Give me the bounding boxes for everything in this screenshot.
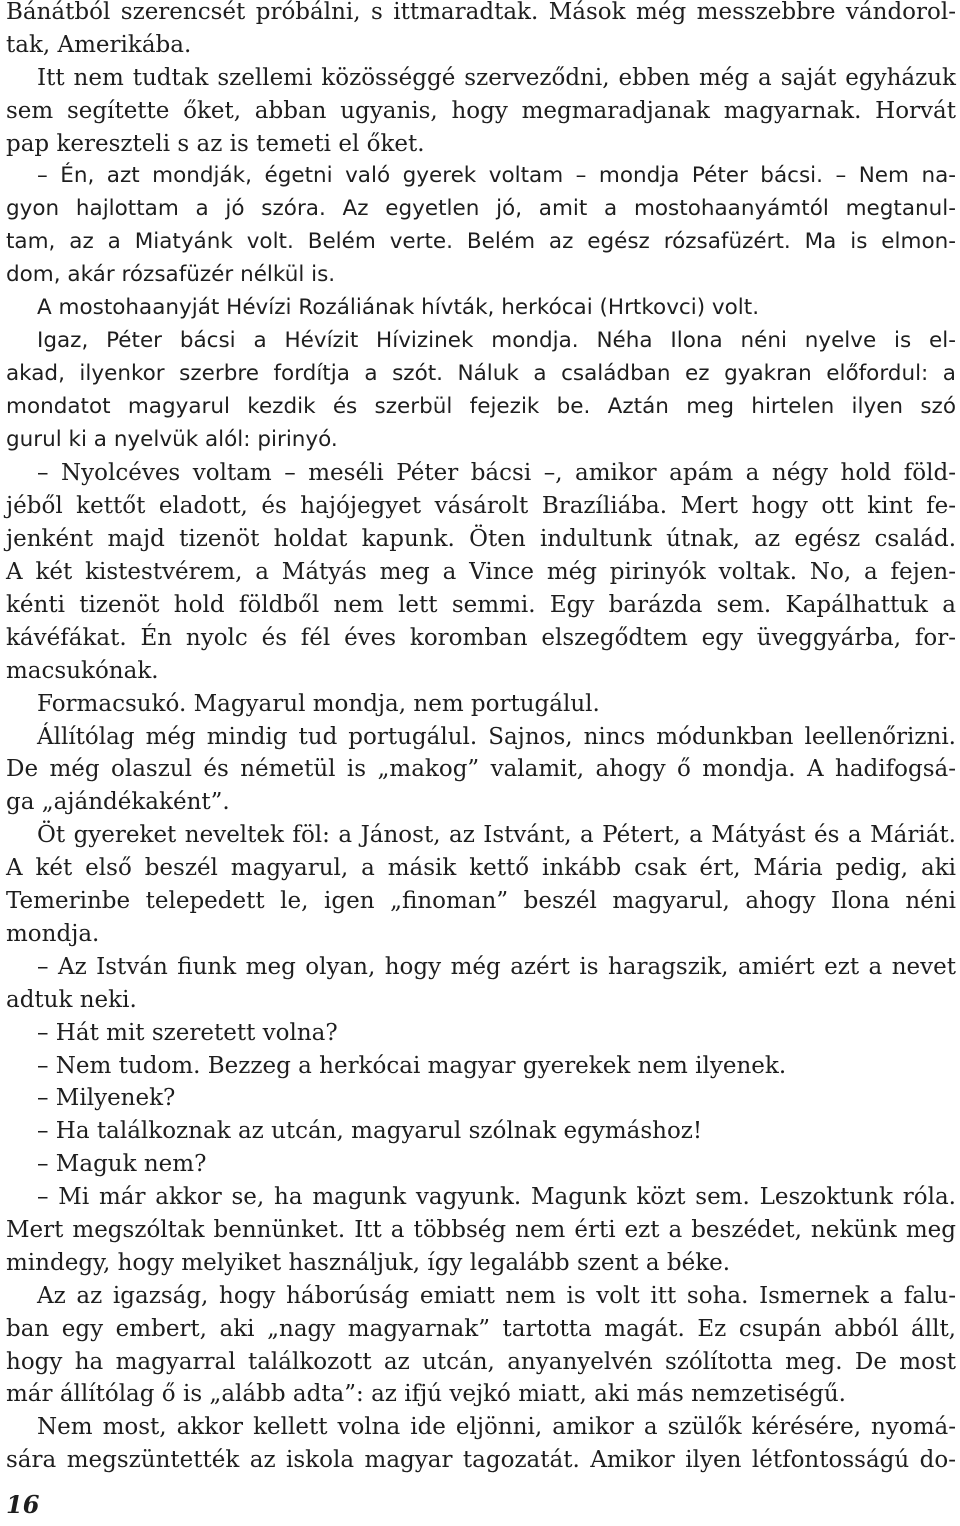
text-line: gyon hajlottam a jó szóra. Az egyetlen jó, amit a mostohaanyámtól megtanul-: [6, 196, 956, 222]
text-line: kávéfákat. Én nyolc és fél éves koromban elszegődtem egy üveggyárba, for-: [6, 624, 956, 651]
text-line: ga „ajándékaként”.: [6, 789, 230, 816]
text-line: – Milyenek?: [37, 1085, 176, 1112]
text-line: – Nyolcéves voltam – meséli Péter bácsi –, amikor apám a négy hold föld-: [37, 460, 956, 487]
text-line: – Maguk nem?: [37, 1151, 207, 1178]
text-line: Állítólag még mindig tud portugálul. Sajnos, nincs módunkban leellenőrizni.: [37, 723, 956, 750]
page-number: 16: [6, 1490, 40, 1519]
text-line: mondja.: [6, 920, 100, 947]
text-line: sem segítette őket, abban ugyanis, hogy megmaradjanak magyarnak. Horvát: [6, 97, 956, 124]
text-line: A két kistestvérem, a Mátyás meg a Vince még pirinyók voltak. No, a fejen-: [6, 559, 956, 586]
text-line: ban egy embert, aki „nagy magyarnak” tartotta magát. Ez csupán abból állt,: [6, 1315, 956, 1342]
text-line: A két első beszél magyarul, a másik kettő inkább csak ért, Mária pedig, aki: [6, 855, 956, 882]
text-line: hogy ha magyarral találkozott az utcán, anyanyelvén szólította meg. De most: [6, 1348, 956, 1375]
text-line: Az az igazság, hogy háborúság emiatt nem is volt itt soha. Ismernek a falu-: [37, 1282, 956, 1309]
text-line: sára megszüntették az iskola magyar tagozatát. Amikor ilyen létfontosságú do-: [6, 1447, 956, 1474]
text-line: már állítólag ő is „alább adta”: az ifjú vejkó miatt, aki más nemzetiségű.: [6, 1381, 846, 1408]
text-line: – Mi már akkor se, ha magunk vagyunk. Magunk közt sem. Leszoktunk róla.: [37, 1184, 956, 1211]
text-line: – Én, azt mondják, égetni való gyerek voltam – mondja Péter bácsi. – Nem na-: [37, 163, 956, 189]
text-line: Öt gyereket neveltek föl: a Jánost, az Istvánt, a Pétert, a Mátyást és a Máriát.: [37, 822, 956, 849]
text-line: Bánátból szerencsét próbálni, s ittmaradtak. Mások még messzebbre vándorol-: [6, 0, 956, 25]
text-line: adtuk neki.: [6, 986, 137, 1013]
text-line: mindegy, hogy melyiket használjuk, így legalább szent a béke.: [6, 1249, 731, 1276]
text-line: jenként majd tizenöt holdat kapunk. Öten indultunk útnak, az egész család.: [6, 526, 956, 553]
text-line: A mostohaanyját Hévízi Rozáliának hívták, herkócai (Hrtkovci) volt.: [37, 295, 760, 321]
text-line: – Nem tudom. Bezzeg a herkócai magyar gyerekek nem ilyenek.: [37, 1052, 787, 1079]
text-line: Igaz, Péter bácsi a Hévízit Hívizinek mondja. Néha Ilona néni nyelve is el-: [37, 327, 956, 353]
text-line: Temerinbe telepedett le, igen „finoman” beszél magyarul, ahogy Ilona néni: [6, 888, 956, 915]
text-line: akad, ilyenkor szerbre fordítja a szót. Náluk a családban ez gyakran előfordul: a: [6, 360, 956, 386]
text-line: pap kereszteli s az is temeti el őket.: [6, 130, 425, 157]
text-line: mondatot magyarul kezdik és szerbül fejezik be. Aztán meg hirtelen ilyen szó: [6, 393, 956, 419]
text-line: tam, az a Miatyánk volt. Belém verte. Belém az egész rózsafüzért. Ma is elmon-: [6, 229, 956, 255]
text-line: Formacsukó. Magyarul mondja, nem portugálul.: [37, 690, 600, 717]
text-line: Itt nem tudtak szellemi közösséggé szerveződni, ebben még a saját egyházuk: [37, 64, 956, 91]
text-line: dom, akár rózsafüzér nélkül is.: [6, 262, 336, 288]
text-line: tak, Amerikába.: [6, 31, 192, 58]
text-line: kénti tizenöt hold földből nem lett semmi. Egy barázda sem. Kapálhattuk a: [6, 592, 956, 619]
document-page: [6, 0, 956, 1477]
text-line: gurul ki a nyelvük alól: pirinyó.: [6, 426, 338, 452]
text-line: – Ha találkoznak az utcán, magyarul szólnak egymáshoz!: [37, 1118, 703, 1145]
text-line: Mert megszóltak bennünket. Itt a többség nem érti ezt a beszédet, nekünk meg: [6, 1216, 956, 1243]
text-line: – Az István fiunk meg olyan, hogy még azért is haragszik, amiért ezt a nevet: [37, 953, 956, 980]
text-line: De még olaszul és németül is „makog” valamit, ahogy ő mondja. A hadifogsá-: [6, 756, 956, 783]
text-line: Nem most, akkor kellett volna ide eljönni, amikor a szülők kérésére, nyomá-: [37, 1414, 956, 1441]
text-line: – Hát mit szeretett volna?: [37, 1019, 338, 1046]
text-line: jéből kettőt eladott, és hajójegyet vásárolt Brazíliába. Mert hogy ott kint fe-: [6, 493, 956, 520]
text-line: macsukónak.: [6, 657, 159, 684]
